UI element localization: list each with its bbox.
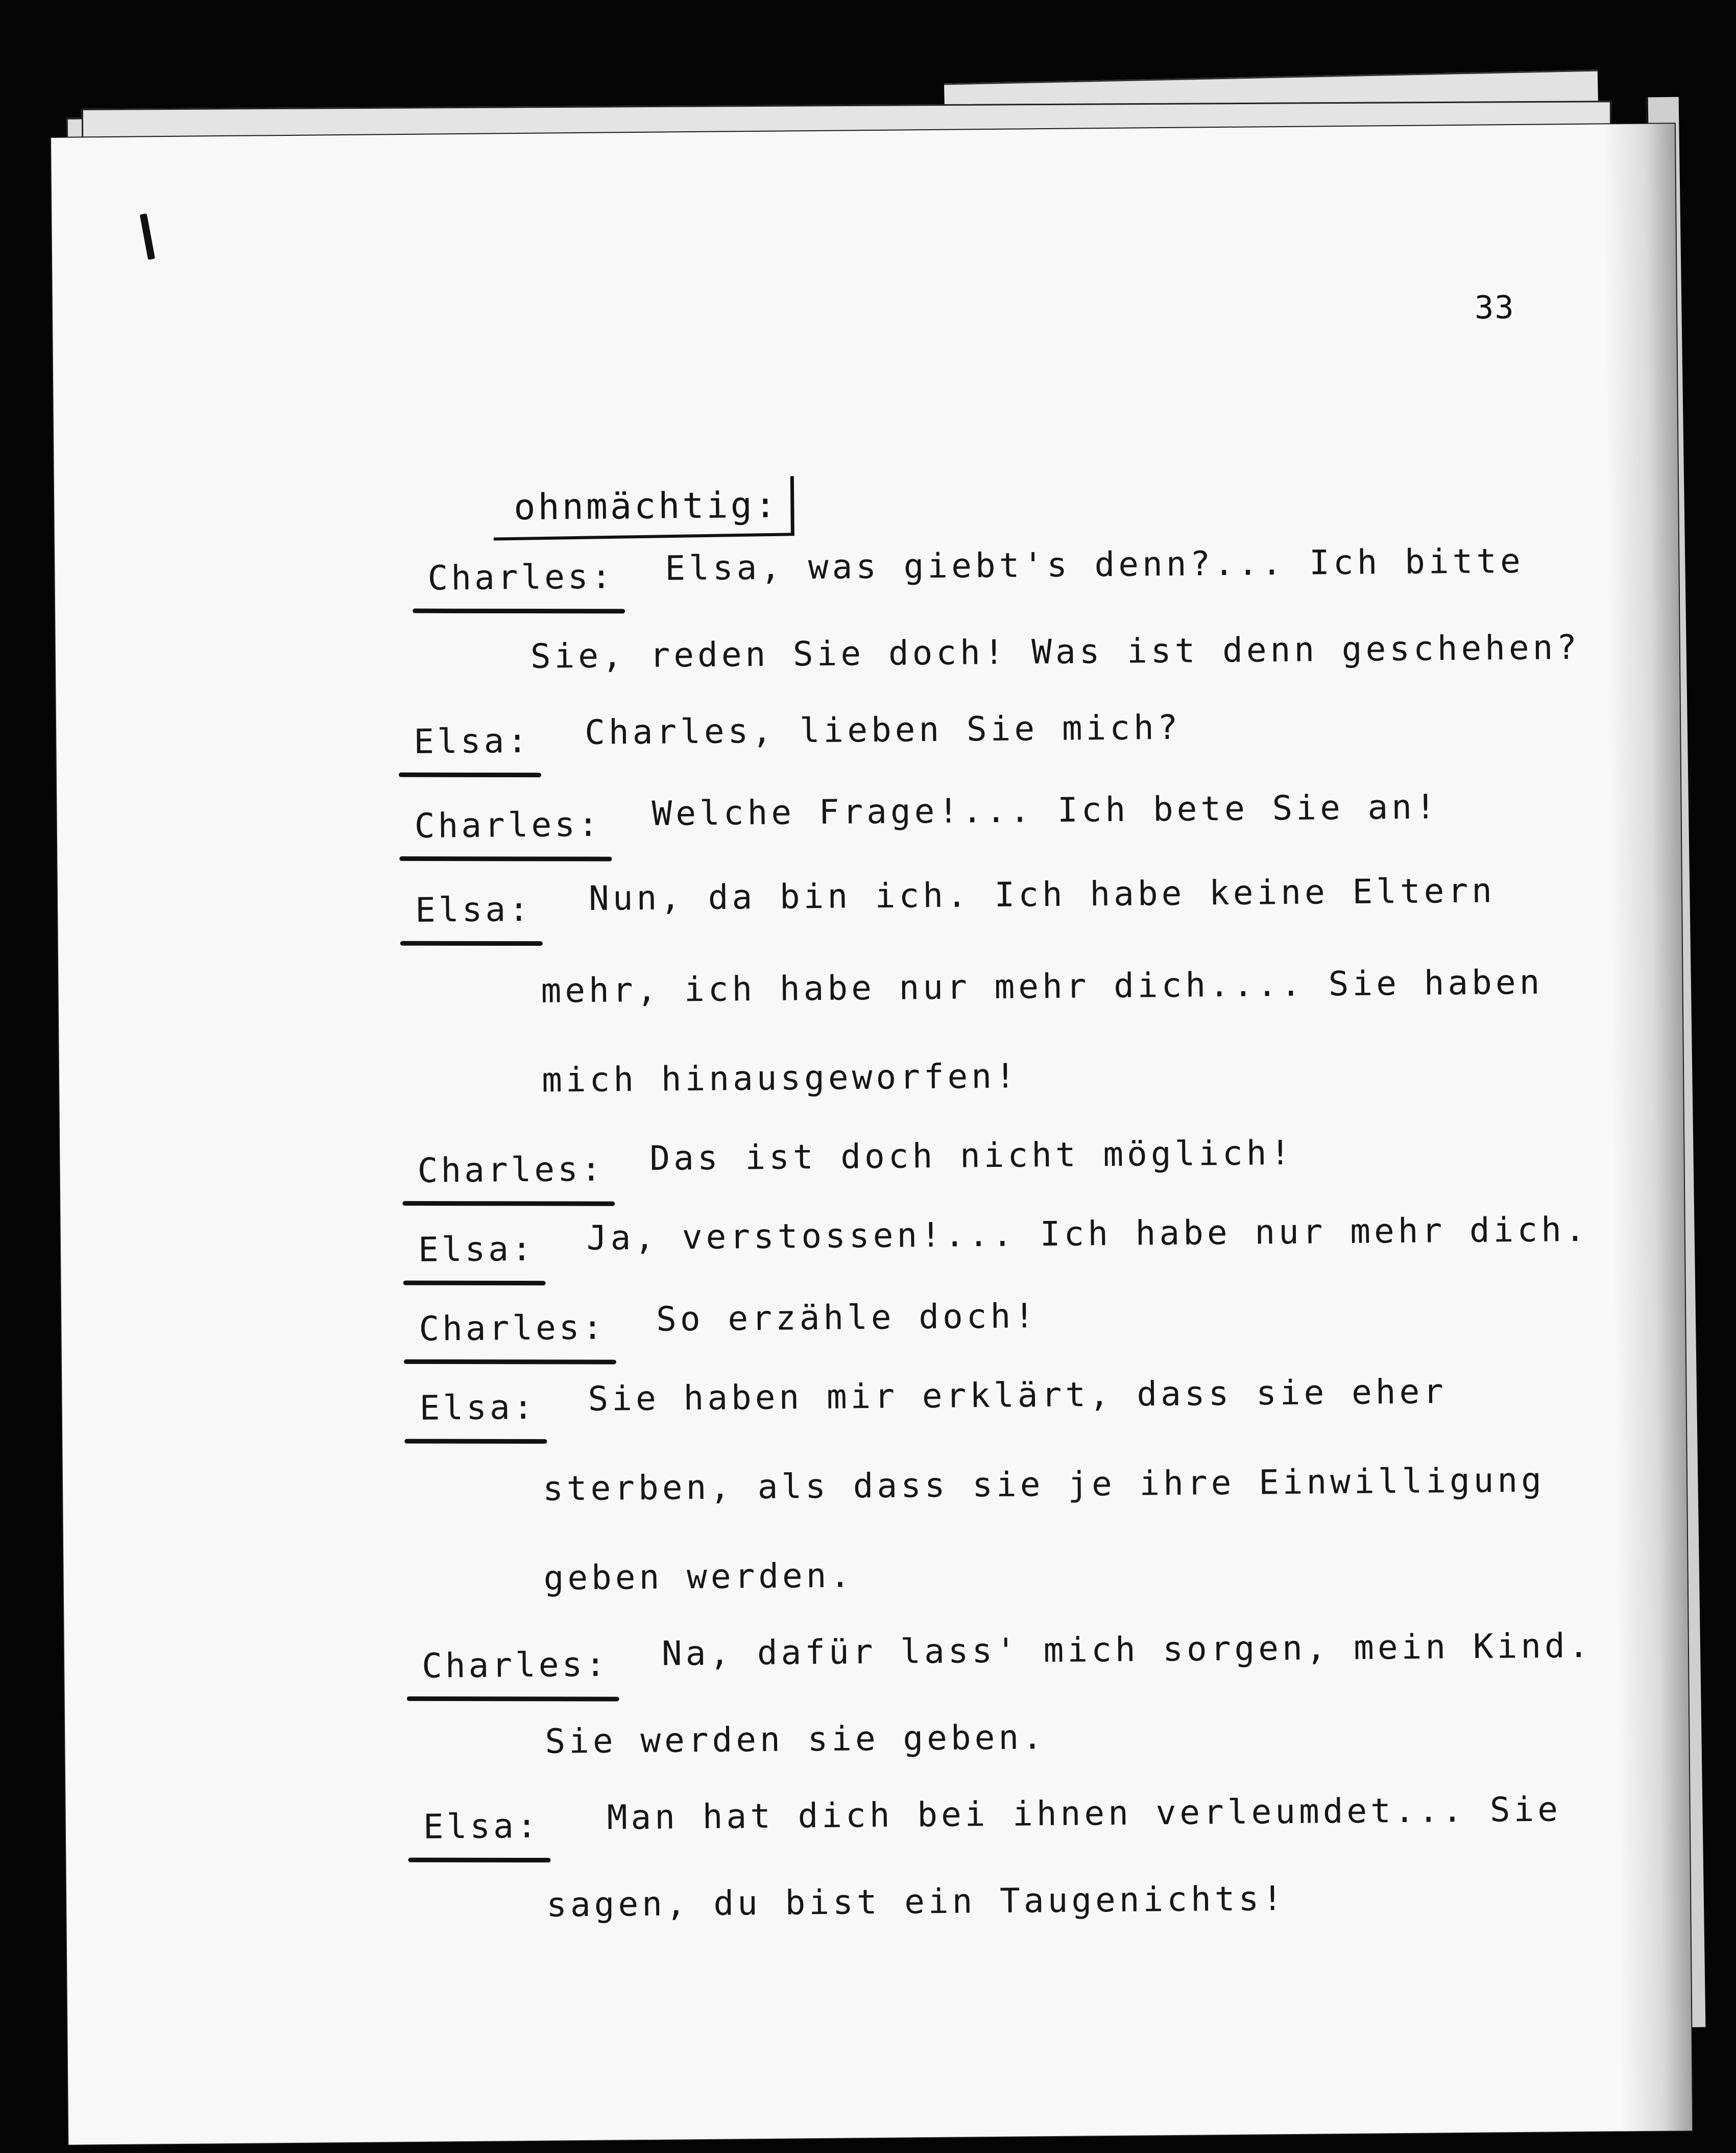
speaker-label: Charles: (422, 1645, 609, 1686)
stage-direction-text: ohnmächtig: (513, 484, 779, 529)
speaker-label: Elsa: (418, 1229, 535, 1270)
dialogue-line: mehr, ich habe nur mehr dich.... Sie haben (541, 962, 1544, 1011)
dialogue-line: sagen, du bist ein Taugenichts! (546, 1879, 1287, 1925)
speaker-label: Elsa: (414, 721, 531, 761)
dialogue-line: Na, dafür lass' mich sorgen, mein Kind. (661, 1625, 1593, 1673)
dialogue-line: Sie haben mir erklärt, dass sie eher (588, 1372, 1448, 1419)
page-number: 33 (1474, 288, 1515, 326)
speaker-label: Charles: (427, 557, 615, 597)
speaker-label: Elsa: (415, 890, 532, 930)
speaker-label: Elsa: (419, 1388, 536, 1428)
dialogue-line: Man hat dich bei ihnen verleumdet... Sie (607, 1789, 1562, 1837)
dialogue-line: geben werden. (543, 1556, 854, 1598)
dialogue-line: So erzähle doch! (656, 1296, 1039, 1339)
speaker-label: Charles: (414, 805, 601, 846)
dialogue-line: Elsa, was giebt's denn?... Ich bitte (665, 541, 1525, 588)
dialogue-line: Das ist doch nicht möglich! (649, 1133, 1294, 1178)
speaker-label: Charles: (419, 1308, 606, 1349)
dialogue (51, 124, 1692, 2145)
dialogue-line: mich hinausgeworfen! (541, 1056, 1020, 1100)
dialogue-line: Charles, lieben Sie mich? (584, 707, 1182, 752)
dialogue-line: Sie, reden Sie doch! Was ist denn geschehen? (530, 627, 1581, 676)
speaker-label: Charles: (417, 1150, 605, 1190)
dialogue-line: Ja, verstossen!... Ich habe nur mehr dich. (586, 1209, 1589, 1258)
dialogue-line: Welche Frage!... Ich bete Sie an! (652, 787, 1440, 833)
dialogue-line: Nun, da bin ich. Ich habe keine Eltern (588, 871, 1496, 918)
speaker-label: Elsa: (423, 1806, 540, 1847)
dialogue-line: sterben, als dass sie je ihre Einwilligung (542, 1460, 1546, 1509)
dialogue-line: Sie werden sie geben. (545, 1717, 1047, 1761)
typescript-page (51, 124, 1692, 2145)
